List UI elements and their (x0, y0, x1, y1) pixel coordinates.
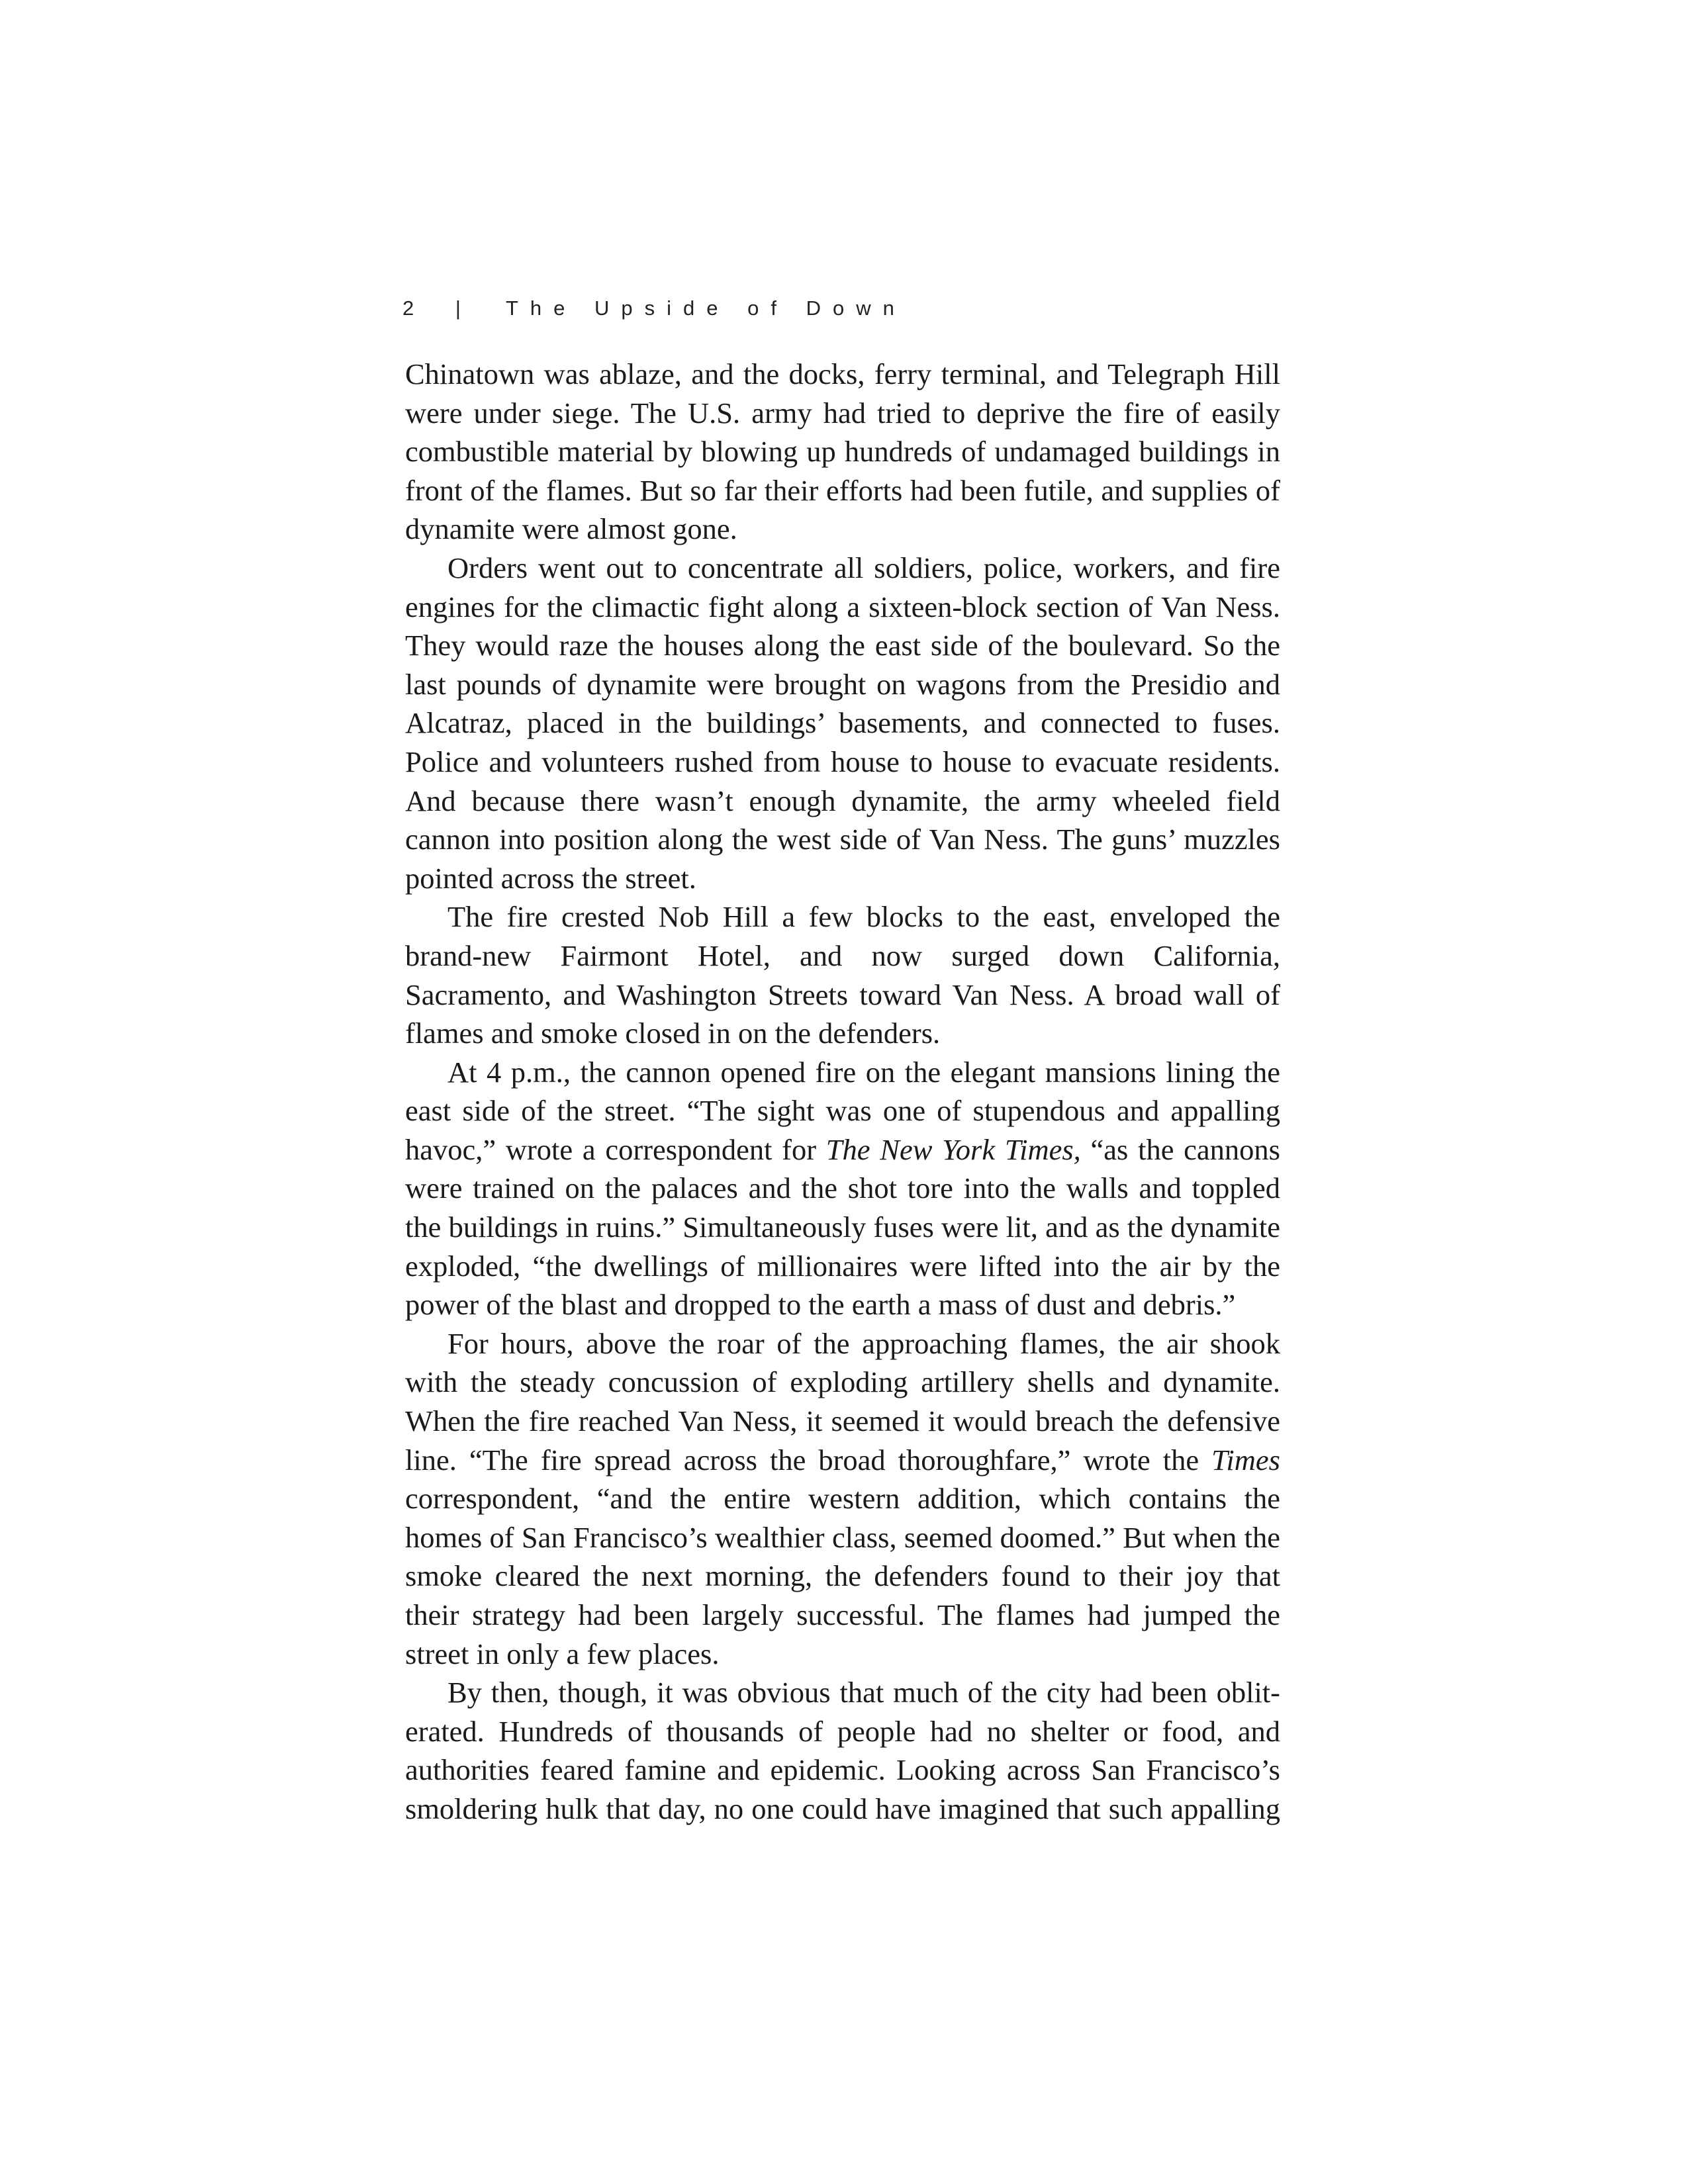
paragraph-text: For hours, above the roar of the approaching flames, the air shook with the steady concussion of exploding artillery shells and dynamite. When the fire reached Van Ness, it seemed it would breach the defensive line. “The fire spread across the broad thoroughfare,” wrote the (405, 1326, 1280, 1477)
page-number: 2 (402, 296, 414, 320)
paragraph (405, 897, 1280, 1052)
paragraph-text: “as the cannons were trained on the palaces and the shot tore into the walls and toppled the buildings in ruins.” Simultaneously fuses were lit, and as the dynamite exploded, “the dwellings of millionaires were lifted into the air by the power of the blast and dropped to the earth a mass of dust and debris.” (405, 1132, 1280, 1322)
paragraph-text: Orders went out to concentrate all soldiers, police, workers, and fire engines for the climactic fight along a sixteen-block section of Van Ness. They would raze the houses along the east side of the boulevard. So the last pounds of dynamite were brought on wagons from the Presidio and Alcatraz, placed in the buildings’ basements, and connected to fuses. Police and volunteers rushed from house to house to evacuate residents. And because there wasn’t enough dynamite, the army wheeled field cannon into position along the west side of Van Ness. The guns’ muzzles pointed across the street. (405, 551, 1280, 895)
paragraph (405, 1053, 1280, 1324)
publication-title: Times (1211, 1443, 1280, 1477)
book-title: The Upside of Down (506, 296, 906, 320)
paragraph-text: At 4 p.m., the cannon opened fire on the elegant mansions lining the east side of the street. “The sight was one of stupendous and appalling havoc,” wrote a correspondent for (405, 1055, 1280, 1166)
paragraph-text: correspondent, “and the entire western addition, which contains the homes of San Francisco’s wealthier class, seemed doomed.” But when the smoke cleared the next morning, the defenders found to their joy that their strategy had been largely successful. The flames had jumped the street in only a few places. (405, 1482, 1280, 1670)
body-text (405, 355, 1280, 1829)
header-separator: | (455, 296, 461, 320)
paragraph (405, 355, 1280, 549)
running-head (402, 296, 906, 320)
publication-title: The New York Times, (825, 1132, 1081, 1166)
paragraph (405, 549, 1280, 897)
paragraph (405, 1673, 1280, 1828)
paragraph-text: The fire crested Nob Hill a few blocks to the east, enveloped the brand-new Fairmont Hotel, and now surged down California, Sacramento, and Washington Streets toward Van Ness. A broad wall of flames and smoke closed in on the defenders. (405, 900, 1280, 1050)
paragraph-text: Chinatown was ablaze, and the docks, ferry terminal, and Telegraph Hill were under siege. The U.S. army had tried to deprive the fire of easily combustible material by blowing up hundreds of undamaged buildings in front of the flames. But so far their efforts had been futile, and supplies of dynamite were almost gone. (405, 357, 1280, 546)
paragraph-text: By then, though, it was obvious that much of the city had been obliterated. Hundreds of thousands of people had no shelter or food, and authorities feared famine and epidemic. Looking across San Francisco’s smoldering hulk that day, no one could have imagined that such appalling (405, 1676, 1280, 1825)
paragraph (405, 1324, 1280, 1673)
